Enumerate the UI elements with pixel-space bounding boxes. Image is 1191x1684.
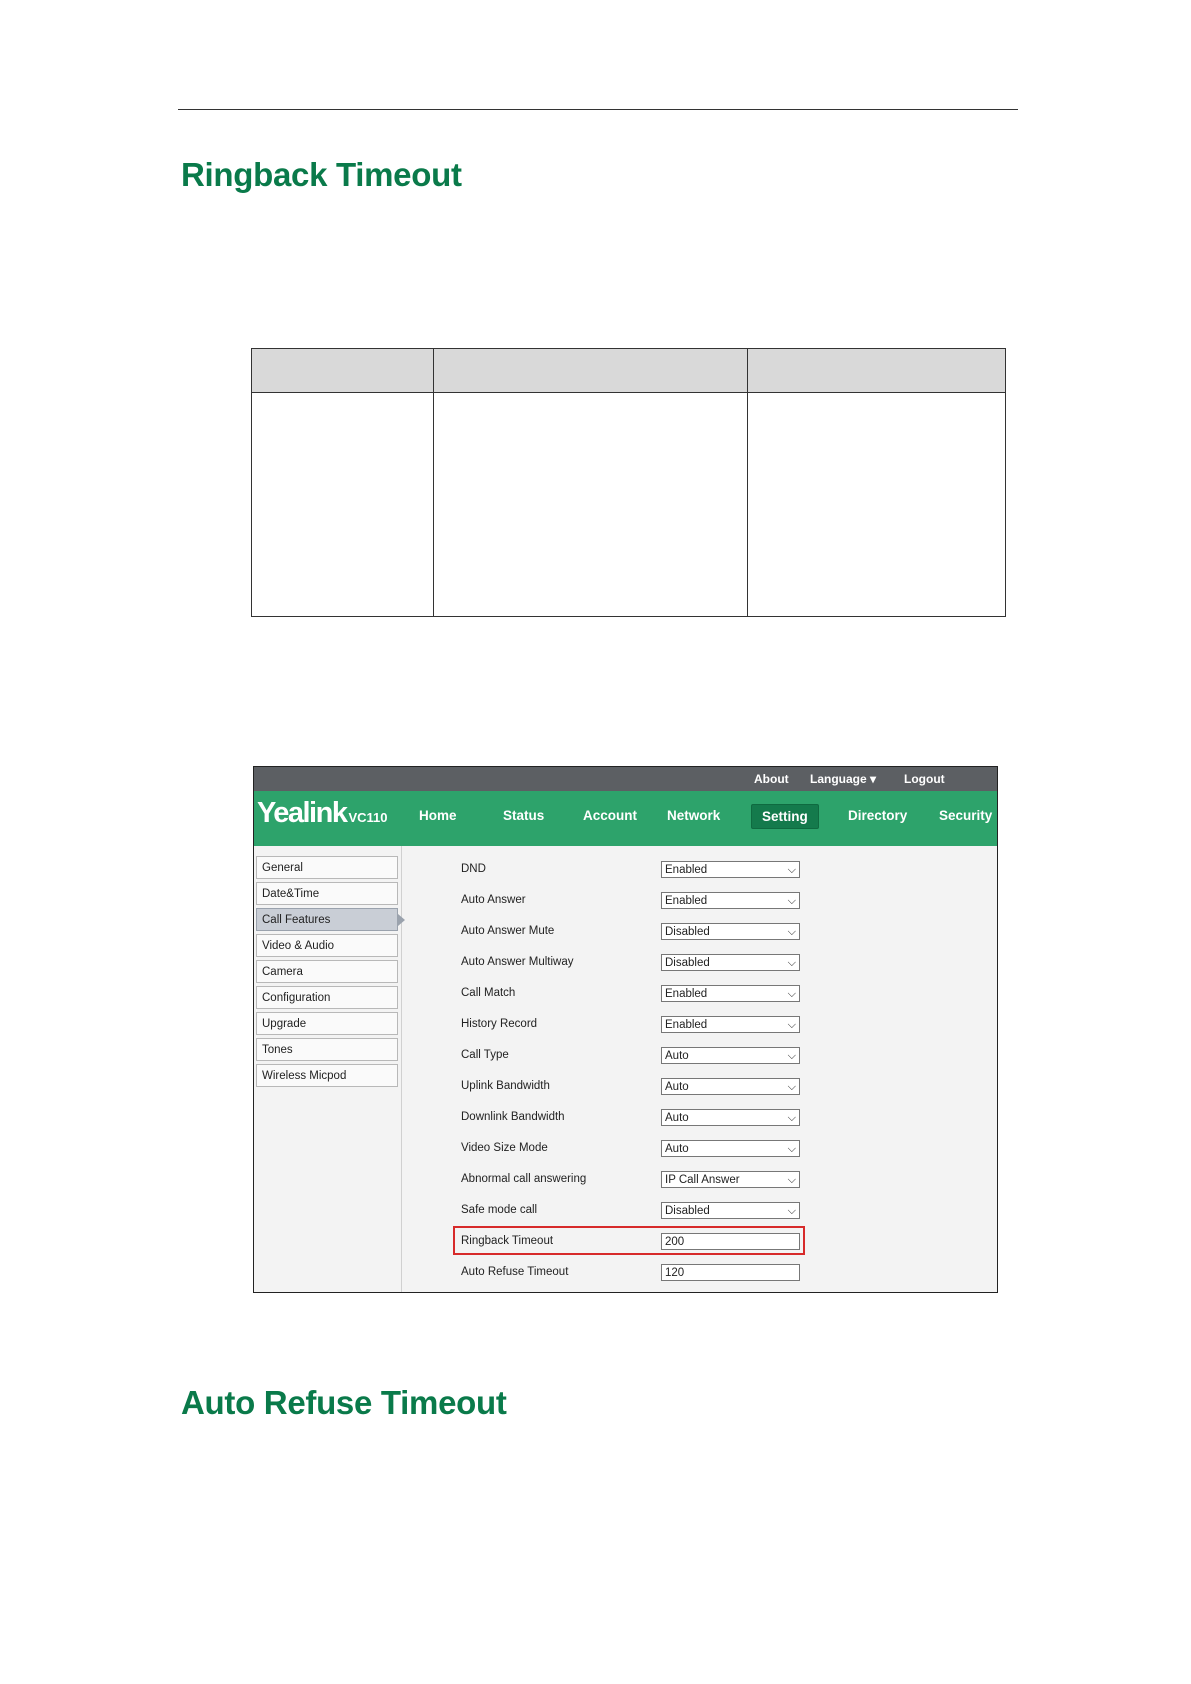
field-label-auto-answer-mute: Auto Answer Mute bbox=[461, 925, 555, 937]
select-value: Auto bbox=[665, 1050, 689, 1062]
logo-model: VC110 bbox=[348, 810, 388, 825]
sidebar-item-call-features[interactable]: Call Features bbox=[256, 908, 398, 931]
select-value: Enabled bbox=[665, 864, 708, 876]
sidebar-item-wireless-micpod[interactable]: Wireless Micpod bbox=[256, 1064, 398, 1087]
chevron-down-icon: ⌵ bbox=[787, 957, 796, 969]
field-label-auto-answer-multiway: Auto Answer Multiway bbox=[461, 956, 574, 968]
table-header-cell bbox=[252, 349, 434, 393]
sidebar-item-upgrade[interactable]: Upgrade bbox=[256, 1012, 398, 1035]
field-label-call-type: Call Type bbox=[461, 1049, 509, 1061]
chevron-down-icon: ⌵ bbox=[787, 864, 796, 876]
field-label-history-record: History Record bbox=[461, 1018, 538, 1030]
call-type-select[interactable] bbox=[661, 1047, 800, 1064]
table-cell bbox=[748, 393, 1006, 617]
ringback-timeout-input[interactable]: 200 bbox=[661, 1233, 800, 1250]
table-cell bbox=[434, 393, 748, 617]
sidebar-item-date-time[interactable]: Date&Time bbox=[256, 882, 398, 905]
field-label-auto-refuse-timeout: Auto Refuse Timeout bbox=[461, 1266, 569, 1278]
field-label-dnd: DND bbox=[461, 863, 486, 875]
sidebar-item-general[interactable]: General bbox=[256, 856, 398, 879]
web-ui-screenshot bbox=[253, 766, 998, 1293]
auto-answer-multiway-select[interactable] bbox=[661, 954, 800, 971]
field-label-abnormal-call-answering: Abnormal call answering bbox=[461, 1173, 587, 1185]
auto-refuse-timeout-input[interactable]: 120 bbox=[661, 1264, 800, 1281]
tab-network[interactable]: Network bbox=[667, 808, 721, 823]
chevron-down-icon: ⌵ bbox=[787, 1081, 796, 1093]
chevron-down-icon: ⌵ bbox=[787, 1050, 796, 1062]
select-value: Enabled bbox=[665, 988, 708, 1000]
sidebar-item-configuration[interactable]: Configuration bbox=[256, 986, 398, 1009]
field-label-safe-mode-call: Safe mode call bbox=[461, 1204, 538, 1216]
call-match-select[interactable] bbox=[661, 985, 800, 1002]
table-cell bbox=[252, 393, 434, 617]
safe-mode-call-select[interactable] bbox=[661, 1202, 800, 1219]
tab-setting[interactable]: Setting bbox=[751, 804, 819, 829]
tab-status[interactable]: Status bbox=[503, 808, 545, 823]
field-label-auto-answer: Auto Answer bbox=[461, 894, 526, 906]
chevron-down-icon: ⌵ bbox=[787, 926, 796, 938]
language-dropdown[interactable]: Language ▾ bbox=[810, 772, 877, 786]
select-value: Auto bbox=[665, 1081, 689, 1093]
logout-link[interactable]: Logout bbox=[904, 772, 945, 786]
field-label-downlink-bandwidth: Downlink Bandwidth bbox=[461, 1111, 565, 1123]
uplink-bandwidth-select[interactable] bbox=[661, 1078, 800, 1095]
auto-answer-mute-select[interactable] bbox=[661, 923, 800, 940]
select-value: Enabled bbox=[665, 1019, 708, 1031]
about-link[interactable]: About bbox=[754, 772, 789, 786]
sidebar-item-camera[interactable]: Camera bbox=[256, 960, 398, 983]
header-rule bbox=[178, 109, 1018, 110]
select-value: Enabled bbox=[665, 895, 708, 907]
chevron-down-icon: ⌵ bbox=[787, 1112, 796, 1124]
chevron-down-icon: ⌵ bbox=[787, 1019, 796, 1031]
select-value: Disabled bbox=[665, 926, 710, 938]
section-heading-auto-refuse: Auto Refuse Timeout bbox=[181, 1384, 507, 1421]
auto-answer-select[interactable] bbox=[661, 892, 800, 909]
chevron-down-icon: ⌵ bbox=[787, 895, 796, 907]
abnormal-call-answering-select[interactable] bbox=[661, 1171, 800, 1188]
tab-account[interactable]: Account bbox=[583, 808, 637, 823]
chevron-down-icon: ⌵ bbox=[787, 1205, 796, 1217]
select-value: Disabled bbox=[665, 1205, 710, 1217]
chevron-down-icon: ⌵ bbox=[787, 988, 796, 1000]
parameter-table bbox=[251, 348, 1006, 617]
sidebar-item-tones[interactable]: Tones bbox=[256, 1038, 398, 1061]
field-label-ringback-timeout: Ringback Timeout bbox=[461, 1235, 554, 1247]
downlink-bandwidth-select[interactable] bbox=[661, 1109, 800, 1126]
field-label-uplink-bandwidth: Uplink Bandwidth bbox=[461, 1080, 550, 1092]
logo-brand: Yealink bbox=[257, 797, 347, 829]
chevron-down-icon: ⌵ bbox=[787, 1174, 796, 1186]
table-header-cell bbox=[748, 349, 1006, 393]
history-record-select[interactable] bbox=[661, 1016, 800, 1033]
sidebar-item-video-audio[interactable]: Video & Audio bbox=[256, 934, 398, 957]
main-nav bbox=[254, 791, 997, 846]
section-heading-ringback: Ringback Timeout bbox=[181, 156, 462, 193]
video-size-mode-select[interactable] bbox=[661, 1140, 800, 1157]
chevron-down-icon: ⌵ bbox=[787, 1143, 796, 1155]
top-bar bbox=[254, 767, 997, 791]
tab-security[interactable]: Security bbox=[939, 808, 993, 823]
settings-sidebar bbox=[254, 846, 402, 1292]
select-value: Auto bbox=[665, 1143, 689, 1155]
field-label-call-match: Call Match bbox=[461, 987, 516, 999]
select-value: IP Call Answer bbox=[665, 1174, 740, 1186]
table-header-cell bbox=[434, 349, 748, 393]
tab-directory[interactable]: Directory bbox=[848, 808, 908, 823]
tab-home[interactable]: Home bbox=[419, 808, 457, 823]
dnd-select[interactable] bbox=[661, 861, 800, 878]
select-value: Auto bbox=[665, 1112, 689, 1124]
field-label-video-size-mode: Video Size Mode bbox=[461, 1142, 548, 1154]
yealink-logo bbox=[257, 797, 388, 830]
select-value: Disabled bbox=[665, 957, 710, 969]
